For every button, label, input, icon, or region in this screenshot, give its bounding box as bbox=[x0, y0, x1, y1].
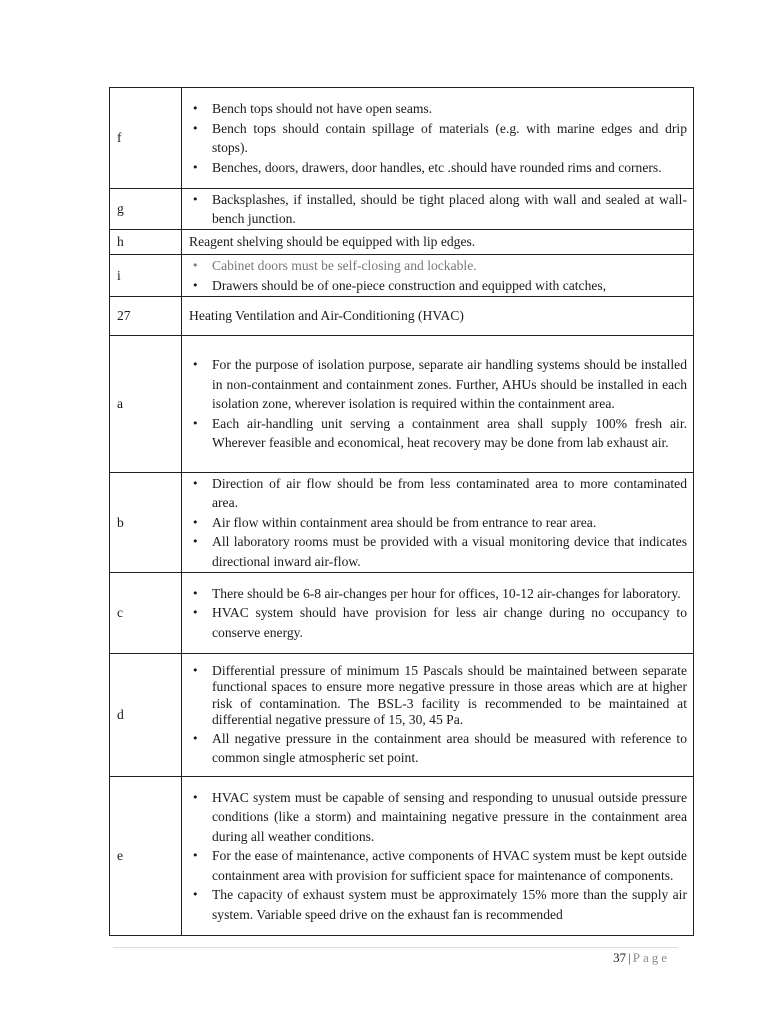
footer-divider bbox=[113, 947, 678, 948]
footer-separator: | bbox=[628, 950, 631, 965]
list-item: • Air flow within containment area should be from entrance to rear area. bbox=[188, 513, 687, 533]
list-item: • Bench tops should contain spillage of materials (e.g. with marine edges and drip stops). bbox=[188, 119, 687, 158]
row-content bbox=[182, 573, 694, 654]
section-heading: Heating Ventilation and Air-Conditioning (HVAC) bbox=[189, 308, 464, 324]
requirements-table bbox=[109, 87, 694, 936]
list-item: • For the purpose of isolation purpose, separate air handling systems should be installed in non-containment and containment zones. Further, AHUs should be installed in each isolation zone, wherever isolation is required within the containment area. bbox=[188, 355, 687, 414]
list-item: • Cabinet doors must be self-closing and lockable. bbox=[188, 256, 687, 276]
list-item: • Direction of air flow should be from less contaminated area to more contaminated area. bbox=[188, 474, 687, 513]
table-row bbox=[110, 777, 694, 936]
list-item: • Differential pressure of minimum 15 Pascals should be maintained between separate functional spaces to ensure more negative pressure in those areas which are at higher risk of contamination. The BSL-3 facility is recommended to be maintained at differential negative pressure of 15, 30, 45 Pa. bbox=[188, 663, 687, 729]
row-content bbox=[182, 255, 694, 297]
table-row bbox=[110, 297, 694, 336]
list-item: • For the ease of maintenance, active components of HVAC system must be kept outside containment area with provision for sufficient space for maintenance of components. bbox=[188, 846, 687, 885]
table-row bbox=[110, 573, 694, 654]
table-row bbox=[110, 230, 694, 255]
page-footer bbox=[613, 950, 670, 966]
list-item: • Each air-handling unit serving a containment area shall supply 100% fresh air. Wherever feasible and economical, heat recovery may be done from lab exhaust air. bbox=[188, 414, 687, 453]
row-content bbox=[182, 297, 694, 336]
list-item: • Benches, doors, drawers, door handles, etc .should have rounded rims and corners. bbox=[188, 158, 687, 178]
row-label: i bbox=[110, 255, 182, 297]
list-item: • There should be 6-8 air-changes per hour for offices, 10-12 air-changes for laboratory. bbox=[188, 584, 687, 604]
row-label: g bbox=[110, 189, 182, 230]
row-content bbox=[182, 189, 694, 230]
list-item: • All negative pressure in the containment area should be measured with reference to common single atmospheric set point. bbox=[188, 729, 687, 768]
row-content bbox=[182, 473, 694, 573]
table-row bbox=[110, 255, 694, 297]
row-label: d bbox=[110, 654, 182, 777]
row-content bbox=[182, 88, 694, 189]
table-row bbox=[110, 88, 694, 189]
row-label: e bbox=[110, 777, 182, 936]
list-item: • HVAC system should have provision for less air change during no occupancy to conserve energy. bbox=[188, 603, 687, 642]
page-word: Page bbox=[632, 950, 670, 965]
table-row bbox=[110, 654, 694, 777]
row-content bbox=[182, 654, 694, 777]
row-text: Reagent shelving should be equipped with lip edges. bbox=[189, 234, 476, 250]
row-label: a bbox=[110, 336, 182, 473]
page-number: 37 bbox=[613, 950, 627, 965]
row-content bbox=[182, 230, 694, 255]
list-item: • All laboratory rooms must be provided with a visual monitoring device that indicates directional inward air-flow. bbox=[188, 532, 687, 571]
list-item: • Backsplashes, if installed, should be tight placed along with wall and sealed at wall-bench junction. bbox=[188, 190, 687, 229]
list-item: • Drawers should be of one-piece construction and equipped with catches, bbox=[188, 276, 687, 296]
table-row bbox=[110, 473, 694, 573]
list-item: • Bench tops should not have open seams. bbox=[188, 99, 687, 119]
row-label: f bbox=[110, 88, 182, 189]
list-item: • HVAC system must be capable of sensing and responding to unusual outside pressure conditions (like a storm) and maintaining negative pressure in the containment area during all weather conditions. bbox=[188, 788, 687, 847]
table-row bbox=[110, 189, 694, 230]
row-label: c bbox=[110, 573, 182, 654]
row-label: b bbox=[110, 473, 182, 573]
row-label: h bbox=[110, 230, 182, 255]
table-row bbox=[110, 336, 694, 473]
row-content bbox=[182, 777, 694, 936]
section-number: 27 bbox=[110, 297, 182, 336]
list-item: • The capacity of exhaust system must be approximately 15% more than the supply air system. Variable speed drive on the exhaust fan is recommended bbox=[188, 885, 687, 924]
row-content bbox=[182, 336, 694, 473]
